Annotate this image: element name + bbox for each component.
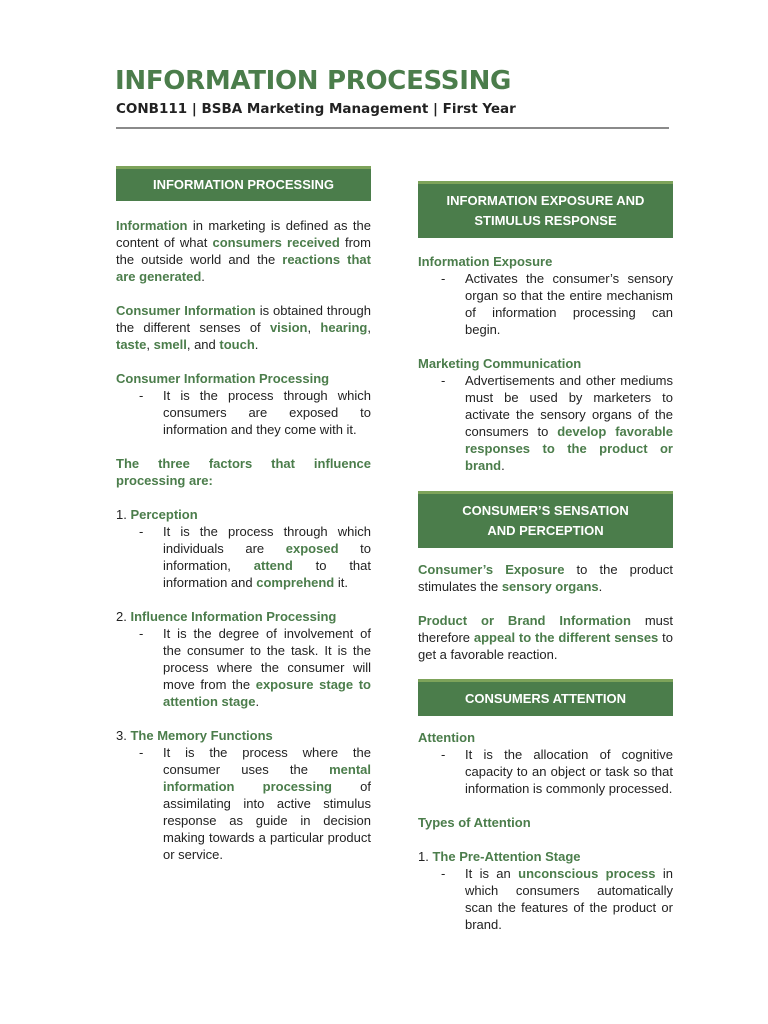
term-product-brand-information: Product or Brand Information (418, 613, 631, 628)
term-mental-information-processing: mental information processing (163, 762, 371, 794)
dash-bullet: - (139, 388, 144, 403)
term-smell: smell (153, 337, 187, 352)
term-consumer-exposure: Consumer’s Exposure (418, 562, 565, 577)
page-title: INFORMATION PROCESSING (115, 66, 512, 96)
term-information: Information (116, 218, 188, 233)
consumer-information-definition (116, 302, 371, 353)
text: . (254, 337, 259, 352)
item-number: 1. (418, 849, 433, 864)
factor-1-text (163, 523, 371, 591)
types-of-attention-heading: Types of Attention (418, 815, 531, 830)
section-banner-information-processing: INFORMATION PROCESSING (116, 166, 371, 201)
marketing-communication-heading: Marketing Communication (418, 356, 582, 371)
pre-attention-heading (418, 848, 673, 865)
term-exposure-stage: exposure stage to attention stage (163, 677, 371, 709)
text: . (201, 269, 205, 284)
text: . (598, 579, 603, 594)
information-definition (116, 217, 371, 285)
text: to get a favorable reaction. (418, 630, 673, 662)
factor-number: 3. (116, 728, 131, 743)
dash-bullet: - (139, 524, 144, 539)
factor-name: Perception (130, 507, 198, 522)
attention-heading: Attention (418, 730, 476, 745)
text: it. (334, 575, 348, 590)
list-item (418, 372, 673, 474)
text: It is the process through which individuals are (163, 524, 371, 556)
banner-line: AND PERCEPTION (487, 523, 604, 538)
term-exposed: exposed (285, 541, 339, 556)
information-exposure-heading: Information Exposure (418, 254, 553, 269)
dash-bullet: - (139, 626, 144, 641)
marketing-communication-text (465, 372, 673, 474)
factor-number: 1. (116, 507, 131, 522)
list-item (418, 865, 673, 933)
text: , (307, 320, 321, 335)
header-divider (116, 127, 669, 129)
text: of assimilating into active stimulus response as guide in decision making towards a particular product or service. (163, 779, 371, 862)
text: It is the degree of involvement of the consumer to the task. It is the process where the consumer will move from the (163, 626, 371, 692)
text: . (255, 694, 260, 709)
dash-bullet: - (441, 747, 446, 762)
term-sensory-organs: sensory organs (501, 579, 599, 594)
dash-bullet: - (139, 745, 144, 760)
text: in which consumers automatically scan the features of the product or brand. (465, 866, 673, 932)
term-favorable-responses: develop favorable responses to the product or brand (465, 424, 673, 473)
factor-2-heading (116, 608, 371, 625)
term-appeal-senses: appeal to the different senses (473, 630, 659, 645)
cip-text: It is the process through which consumers are exposed to information and they come with it. (163, 388, 371, 437)
text: to information, (163, 541, 371, 573)
text: to that information and (163, 558, 371, 590)
text: It is the process where the consumer uses the (163, 745, 371, 777)
text: It is an (465, 866, 519, 881)
list-item (116, 523, 371, 591)
factor-3-heading (116, 727, 371, 744)
dash-bullet: - (441, 373, 446, 388)
page-subtitle: CONB111 | BSBA Marketing Management | First Year (116, 101, 516, 117)
list-item (418, 270, 673, 338)
text: , (367, 320, 371, 335)
text: . (501, 458, 505, 473)
section-banner-sensation-perception (418, 491, 673, 548)
text: Advertisements and other mediums must be used by marketers to activate the sensory organs of the consumers to (465, 373, 673, 439)
section-banner-consumers-attention: CONSUMERS ATTENTION (418, 679, 673, 716)
factor-1-heading (116, 506, 371, 523)
section-banner-information-exposure: INFORMATION EXPOSURE AND STIMULUS RESPONSE (418, 181, 673, 238)
product-brand-text (418, 612, 673, 663)
text: , (146, 337, 154, 352)
attention-text: It is the allocation of cognitive capacity to an object or task so that information is commonly processed. (465, 747, 673, 796)
left-column (116, 166, 371, 863)
text: from the outside world and the (116, 235, 371, 267)
term-attend: attend (253, 558, 293, 573)
right-column (418, 181, 673, 933)
consumer-exposure-text (418, 561, 673, 595)
text: in marketing is defined as the content of what (116, 218, 371, 250)
term-reactions: reactions that are generated (116, 252, 371, 284)
pre-attention-text (465, 865, 673, 933)
term-comprehend: comprehend (256, 575, 335, 590)
text: to the product stimulates the (418, 562, 673, 594)
cip-heading: Consumer Information Processing (116, 371, 330, 386)
information-exposure-text: Activates the consumer’s sensory organ so that the entire mechanism of information processing can begin. (465, 271, 673, 337)
factor-number: 2. (116, 609, 131, 624)
factors-heading: The three factors that influence processing are: (116, 456, 371, 488)
factor-2-text (163, 625, 371, 710)
term-vision: vision (269, 320, 308, 335)
banner-line: CONSUMER’S SENSATION (462, 503, 629, 518)
term-hearing: hearing (320, 320, 368, 335)
dash-bullet: - (441, 866, 446, 881)
factor-3-text (163, 744, 371, 863)
term-consumers-received: consumers received (212, 235, 340, 250)
list-item (418, 746, 673, 797)
term-touch: touch (219, 337, 255, 352)
term-taste: taste (116, 337, 147, 352)
term-consumer-information: Consumer Information (116, 303, 256, 318)
item-name: The Pre-Attention Stage (432, 849, 581, 864)
factor-name: The Memory Functions (130, 728, 273, 743)
term-unconscious-process: unconscious process (518, 866, 656, 881)
list-item (116, 744, 371, 863)
list-item (116, 625, 371, 710)
text: must therefore (418, 613, 673, 645)
text: is obtained through the different senses of (116, 303, 371, 335)
text: , and (186, 337, 220, 352)
dash-bullet: - (441, 271, 446, 286)
list-item (116, 387, 371, 438)
factor-name: Influence Information Processing (130, 609, 337, 624)
